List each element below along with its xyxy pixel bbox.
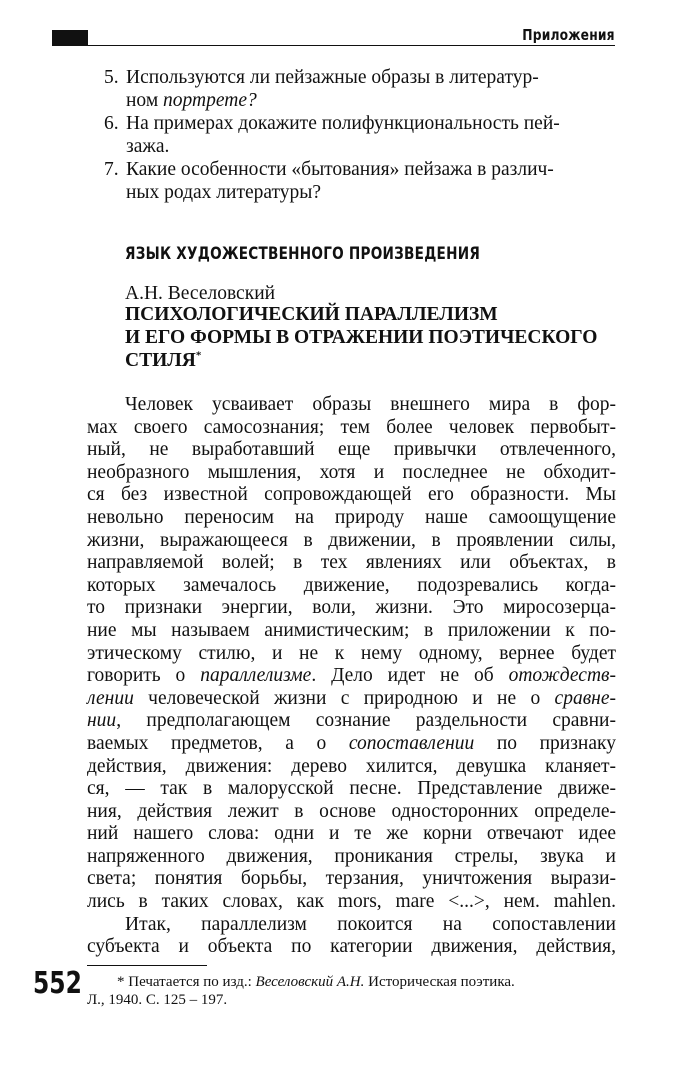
article-title-line: ПСИХОЛОГИЧЕСКИЙ ПАРАЛЛЕЛИЗМ: [125, 304, 498, 325]
body-line: света; понятия борьбы, терзания, уничтожения вырази-: [87, 868, 616, 890]
section-title: ЯЗЫК ХУДОЖЕСТВЕННОГО ПРОИЗВЕДЕНИЯ: [125, 244, 481, 264]
body-line: ние мы называем анимистическим; в приложении к по-: [87, 619, 616, 641]
footnote-line: Л., 1940. С. 125 – 197.: [87, 992, 228, 1008]
body-italic: отождеств-: [508, 665, 616, 687]
body-line: [87, 733, 616, 756]
footnote-rule: [87, 965, 207, 966]
question-number: 5.: [104, 67, 119, 88]
question-item: [104, 66, 616, 112]
body-line: которых замечалось движение, подозревались когда-: [87, 574, 616, 596]
article-title-text: СТИЛЯ: [125, 350, 196, 371]
question-line: Какие особенности «бытования» пейзажа в различ-: [126, 159, 554, 180]
body-line: [87, 688, 616, 711]
question-line: ных родах литературы?: [126, 182, 322, 203]
running-header-title: Приложения: [522, 26, 615, 44]
question-italic: портрете?: [163, 90, 257, 111]
footnote: [87, 973, 616, 1009]
body-italic: сопоставлении: [348, 732, 475, 754]
article-title-line: [125, 349, 597, 372]
article-title: [125, 303, 597, 372]
question-line: На примерах докажите полифункциональность пей-: [126, 113, 560, 134]
body-line: ся без известной сопровождающей его образности. Мы: [87, 484, 616, 506]
body-line: субъекта и объекта по категории движения, действия,: [87, 936, 616, 958]
header-rule: [88, 45, 615, 46]
questions-list: [104, 66, 616, 204]
body-text-run: говорить о: [87, 665, 201, 687]
body-text-run: , предполагающем сознание раздельности сравни-: [116, 710, 616, 732]
body-text-run: по признаку: [474, 732, 616, 754]
article-title-line: И ЕГО ФОРМЫ В ОТРАЖЕНИИ ПОЭТИЧЕСКОГО: [125, 327, 598, 348]
body-line: ния, действия лежит в основе односторонних определе-: [87, 800, 616, 822]
body-italic: сравне-: [554, 687, 616, 709]
body-line: необразного мышления, хотя и последнее не обходит-: [87, 461, 616, 483]
footnote-line: [87, 973, 616, 991]
body-text-run: человеческой жизни с природною и не о: [133, 687, 555, 709]
body-line: лись в таких словах, как mors, mare <...>, нем. mahlen.: [87, 891, 616, 913]
body-line: невольно переносим на природу наше самоощущение: [87, 506, 616, 528]
body-line: Человек усваивает образы внешнего мира в фор-: [125, 394, 616, 415]
question-number: 6.: [104, 113, 119, 134]
question-number: 7.: [104, 159, 119, 180]
body-text-run: . Дело идет не об: [311, 665, 509, 687]
article-author: А.Н. Веселовский: [125, 283, 276, 304]
body-line: этическому стилю, и не к нему одному, вернее будет: [87, 642, 616, 664]
body-line: Итак, параллелизм покоится на сопоставлении: [125, 913, 616, 935]
body-line: мах своего самосознания; тем более человек первобыт-: [87, 416, 616, 438]
body-line: ся, — так в малорусской песне. Представление движе-: [87, 778, 616, 800]
body-italic: лении: [87, 687, 134, 709]
page-number: 552: [33, 966, 82, 1001]
header-black-bar: [52, 30, 88, 46]
body-text-run: ваемых предметов, а о: [87, 732, 349, 754]
body-line: [87, 710, 616, 733]
question-line: [126, 89, 616, 112]
body-line: ный, не выработавший еще привычки отвлеченного,: [87, 439, 616, 461]
body-line: действия, движения: дерево хилится, девушка кланяет-: [87, 755, 616, 777]
question-text: ном: [126, 90, 164, 111]
footnote-prefix: * Печатается по изд.:: [117, 974, 256, 990]
body-line: [87, 665, 616, 688]
body-line: то признаки энергии, воли, жизни. Это миросозерца-: [87, 597, 616, 619]
question-line: Используются ли пейзажные образы в литератур-: [126, 67, 539, 88]
body-line: ний нашего слова: одни и те же корни отвечают идее: [87, 823, 616, 845]
footnote-marker: *: [195, 349, 202, 362]
body-line: направляемой волей; в тех явлениях или объектах, в: [87, 552, 616, 574]
footnote-author: Веселовский А.Н.: [255, 974, 365, 990]
body-text: [87, 394, 616, 959]
body-line: напряженного движения, проникания стрелы, звука и: [87, 845, 616, 867]
question-item: [104, 112, 616, 158]
question-line: зажа.: [126, 136, 170, 157]
body-italic: параллелизме: [200, 665, 312, 687]
question-item: [104, 158, 616, 204]
body-line: жизни, выражающееся в движении, в проявлении силы,: [87, 529, 616, 551]
body-italic: нии: [87, 710, 117, 732]
footnote-source: Историческая поэтика.: [364, 974, 515, 990]
